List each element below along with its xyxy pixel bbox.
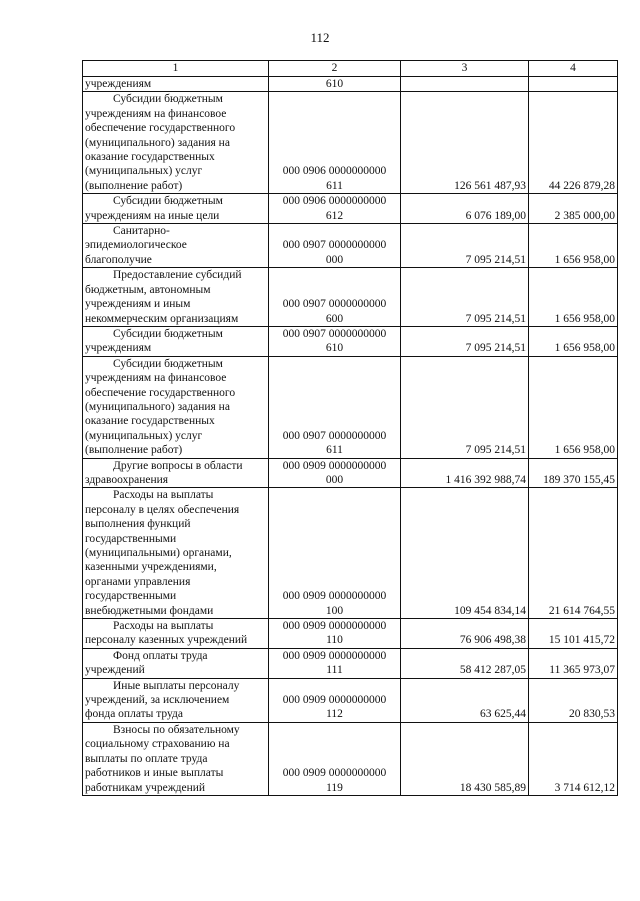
row-name-line: (муниципальных) услуг xyxy=(85,429,203,442)
row-name-line: здравоохранения xyxy=(85,473,169,486)
row-name-line: Субсидии бюджетным xyxy=(113,357,223,370)
row-name-line: обеспечение государственного xyxy=(85,122,236,135)
table-header-row xyxy=(83,61,618,77)
page-number: 112 xyxy=(310,30,330,45)
row-name-line: фонда оплаты труда xyxy=(85,708,184,721)
row-value-col3: 1 416 392 988,74 xyxy=(401,458,529,488)
row-code-line: 611 xyxy=(326,444,343,457)
row-value-col3 xyxy=(401,77,529,92)
row-name-line: (выполнение работ) xyxy=(85,444,183,457)
row-name-cell xyxy=(83,619,269,649)
row-name-line: учреждениям xyxy=(85,342,152,355)
row-value-col4: 44 226 879,28 xyxy=(529,92,618,194)
row-value-col4: 2 385 000,00 xyxy=(529,194,618,224)
budget-table xyxy=(82,60,618,796)
table-row xyxy=(83,619,618,649)
row-name-line: социальному страхованию на xyxy=(85,738,230,751)
row-name-cell xyxy=(83,268,269,327)
row-code-line: 000 0906 0000000000 xyxy=(282,165,387,178)
column-header-2: 2 xyxy=(269,61,401,77)
row-code-line: 000 xyxy=(325,473,344,486)
row-name-line: учреждениям и иным xyxy=(85,298,191,311)
row-value-col3: 7 095 214,51 xyxy=(401,356,529,458)
row-code-line: 111 xyxy=(326,664,343,677)
table-row xyxy=(83,722,618,795)
table-row xyxy=(83,648,618,678)
row-name-line: внебюджетными фондами xyxy=(85,604,214,617)
row-name-line: Расходы на выплаты xyxy=(113,489,214,502)
row-name-cell xyxy=(83,356,269,458)
row-name-cell xyxy=(83,326,269,356)
table-row xyxy=(83,678,618,722)
row-name-cell xyxy=(83,488,269,619)
row-name-line: (муниципального) задания на xyxy=(85,136,230,149)
row-code-cell xyxy=(269,224,401,268)
row-value-col4: 21 614 764,55 xyxy=(529,488,618,619)
row-name-line: Иные выплаты персоналу xyxy=(113,679,240,692)
row-name-line: бюджетным, автономным xyxy=(85,283,211,296)
row-value-col4: 11 365 973,07 xyxy=(529,648,618,678)
row-code-line: 612 xyxy=(325,209,344,222)
row-code-line: 000 0909 0000000000 xyxy=(282,459,387,472)
row-name-line: государственными xyxy=(85,532,177,545)
row-code-cell xyxy=(269,648,401,678)
row-value-col4: 1 656 958,00 xyxy=(529,268,618,327)
row-value-col4: 189 370 155,45 xyxy=(529,458,618,488)
row-name-cell xyxy=(83,648,269,678)
row-name-line: оказание государственных xyxy=(85,415,215,428)
row-code-cell xyxy=(269,488,401,619)
row-name-line: работников и иные выплаты xyxy=(85,767,224,780)
row-name-line: Другие вопросы в области xyxy=(113,459,243,472)
row-value-col3: 18 430 585,89 xyxy=(401,722,529,795)
row-name-line: учреждениям на иные цели xyxy=(85,209,220,222)
row-name-line: учреждениям на финансовое xyxy=(85,107,227,120)
row-name-cell xyxy=(83,678,269,722)
row-name-cell xyxy=(83,77,269,92)
row-name-line: Фонд оплаты труда xyxy=(113,649,208,662)
row-code-line: 000 0909 0000000000 xyxy=(282,649,387,662)
row-code-cell xyxy=(269,326,401,356)
row-value-col3: 109 454 834,14 xyxy=(401,488,529,619)
row-code-line: 000 0907 0000000000 xyxy=(282,429,387,442)
row-name-cell xyxy=(83,224,269,268)
row-name-line: Взносы по обязательному xyxy=(113,723,240,736)
row-code-cell xyxy=(269,194,401,224)
row-value-col3: 7 095 214,51 xyxy=(401,268,529,327)
table-row xyxy=(83,488,618,619)
row-value-col3: 6 076 189,00 xyxy=(401,194,529,224)
column-header-1: 1 xyxy=(83,61,269,77)
row-name-line: персоналу казенных учреждений xyxy=(85,634,248,647)
row-code-line: 600 xyxy=(325,312,344,325)
row-code-line: 000 0909 0000000000 xyxy=(282,590,387,603)
row-name-cell xyxy=(83,92,269,194)
row-value-col3: 7 095 214,51 xyxy=(401,224,529,268)
row-name-line: (муниципального) задания на xyxy=(85,400,230,413)
row-code-cell xyxy=(269,722,401,795)
row-code-cell xyxy=(269,619,401,649)
row-code-line: 611 xyxy=(326,179,343,192)
row-name-line: выплаты по оплате труда xyxy=(85,752,208,765)
row-name-cell xyxy=(83,458,269,488)
row-code-line: 000 xyxy=(325,253,344,266)
row-name-line: Субсидии бюджетным xyxy=(113,327,223,340)
row-code-line: 610 xyxy=(325,78,344,90)
row-code-cell xyxy=(269,268,401,327)
row-name-line: казенными учреждениями, xyxy=(85,561,217,574)
row-name-line: (муниципальными) органами, xyxy=(85,547,232,559)
row-name-line: органами управления xyxy=(85,575,191,588)
table-row xyxy=(83,224,618,268)
row-name-line: учреждений xyxy=(85,664,145,677)
row-code-line: 000 0909 0000000000 xyxy=(282,767,387,780)
row-code-line: 110 xyxy=(326,634,343,647)
row-value-col3: 126 561 487,93 xyxy=(401,92,529,194)
row-name-line: Санитарно- xyxy=(113,225,170,238)
row-value-col3: 7 095 214,51 xyxy=(401,326,529,356)
row-code-line: 000 0907 0000000000 xyxy=(282,298,387,311)
row-name-line: (муниципальных) услуг xyxy=(85,165,203,178)
row-code-line: 000 0909 0000000000 xyxy=(282,694,387,707)
row-name-line: Предоставление субсидий xyxy=(113,269,242,282)
row-value-col3: 63 625,44 xyxy=(401,678,529,722)
row-value-col4: 15 101 415,72 xyxy=(529,619,618,649)
row-value-col4 xyxy=(529,77,618,92)
row-name-line: оказание государственных xyxy=(85,151,215,164)
row-code-line: 100 xyxy=(325,604,344,617)
column-header-3: 3 xyxy=(401,61,529,77)
row-value-col4: 20 830,53 xyxy=(529,678,618,722)
row-value-col4: 1 656 958,00 xyxy=(529,224,618,268)
row-value-col3: 58 412 287,05 xyxy=(401,648,529,678)
row-code-line: 000 0907 0000000000 xyxy=(282,327,387,340)
row-code-cell xyxy=(269,77,401,92)
row-name-line: (выполнение работ) xyxy=(85,179,183,192)
table-row xyxy=(83,268,618,327)
row-name-line: Субсидии бюджетным xyxy=(113,195,223,208)
row-name-cell xyxy=(83,722,269,795)
row-code-line: 610 xyxy=(325,342,344,355)
row-name-line: эпидемиологическое xyxy=(85,239,187,252)
table-row xyxy=(83,77,618,92)
row-code-line: 000 0909 0000000000 xyxy=(282,620,387,633)
table-row xyxy=(83,458,618,488)
row-name-line: учреждениям на финансовое xyxy=(85,372,227,385)
row-name-line: выполнения функций xyxy=(85,518,191,531)
row-value-col3: 76 906 498,38 xyxy=(401,619,529,649)
row-code-cell xyxy=(269,458,401,488)
row-name-line: персоналу в целях обеспечения xyxy=(85,503,240,516)
row-code-line: 000 0907 0000000000 xyxy=(282,239,387,252)
row-code-line: 112 xyxy=(326,708,343,721)
row-code-cell xyxy=(269,356,401,458)
row-name-line: государственными xyxy=(85,590,177,603)
row-name-line: работникам учреждений xyxy=(85,781,206,794)
row-name-line: Расходы на выплаты xyxy=(113,620,214,633)
row-value-col4: 1 656 958,00 xyxy=(529,326,618,356)
row-code-line: 000 0906 0000000000 xyxy=(282,195,387,208)
row-value-col4: 1 656 958,00 xyxy=(529,356,618,458)
row-name-line: обеспечение государственного xyxy=(85,386,236,399)
row-name-cell xyxy=(83,194,269,224)
row-code-cell xyxy=(269,92,401,194)
row-name-line: благополучие xyxy=(85,253,152,266)
row-value-col4: 3 714 612,12 xyxy=(529,722,618,795)
column-header-4: 4 xyxy=(529,61,618,77)
row-code-cell xyxy=(269,678,401,722)
row-name-line: некоммерческим организациям xyxy=(85,312,239,325)
row-code-line: 119 xyxy=(326,781,343,794)
table-row xyxy=(83,92,618,194)
row-name-line: Субсидии бюджетным xyxy=(113,93,223,106)
row-name-line: учреждениям xyxy=(85,78,152,90)
table-row xyxy=(83,194,618,224)
table-row xyxy=(83,356,618,458)
table-row xyxy=(83,326,618,356)
row-name-line: учреждений, за исключением xyxy=(85,694,230,707)
